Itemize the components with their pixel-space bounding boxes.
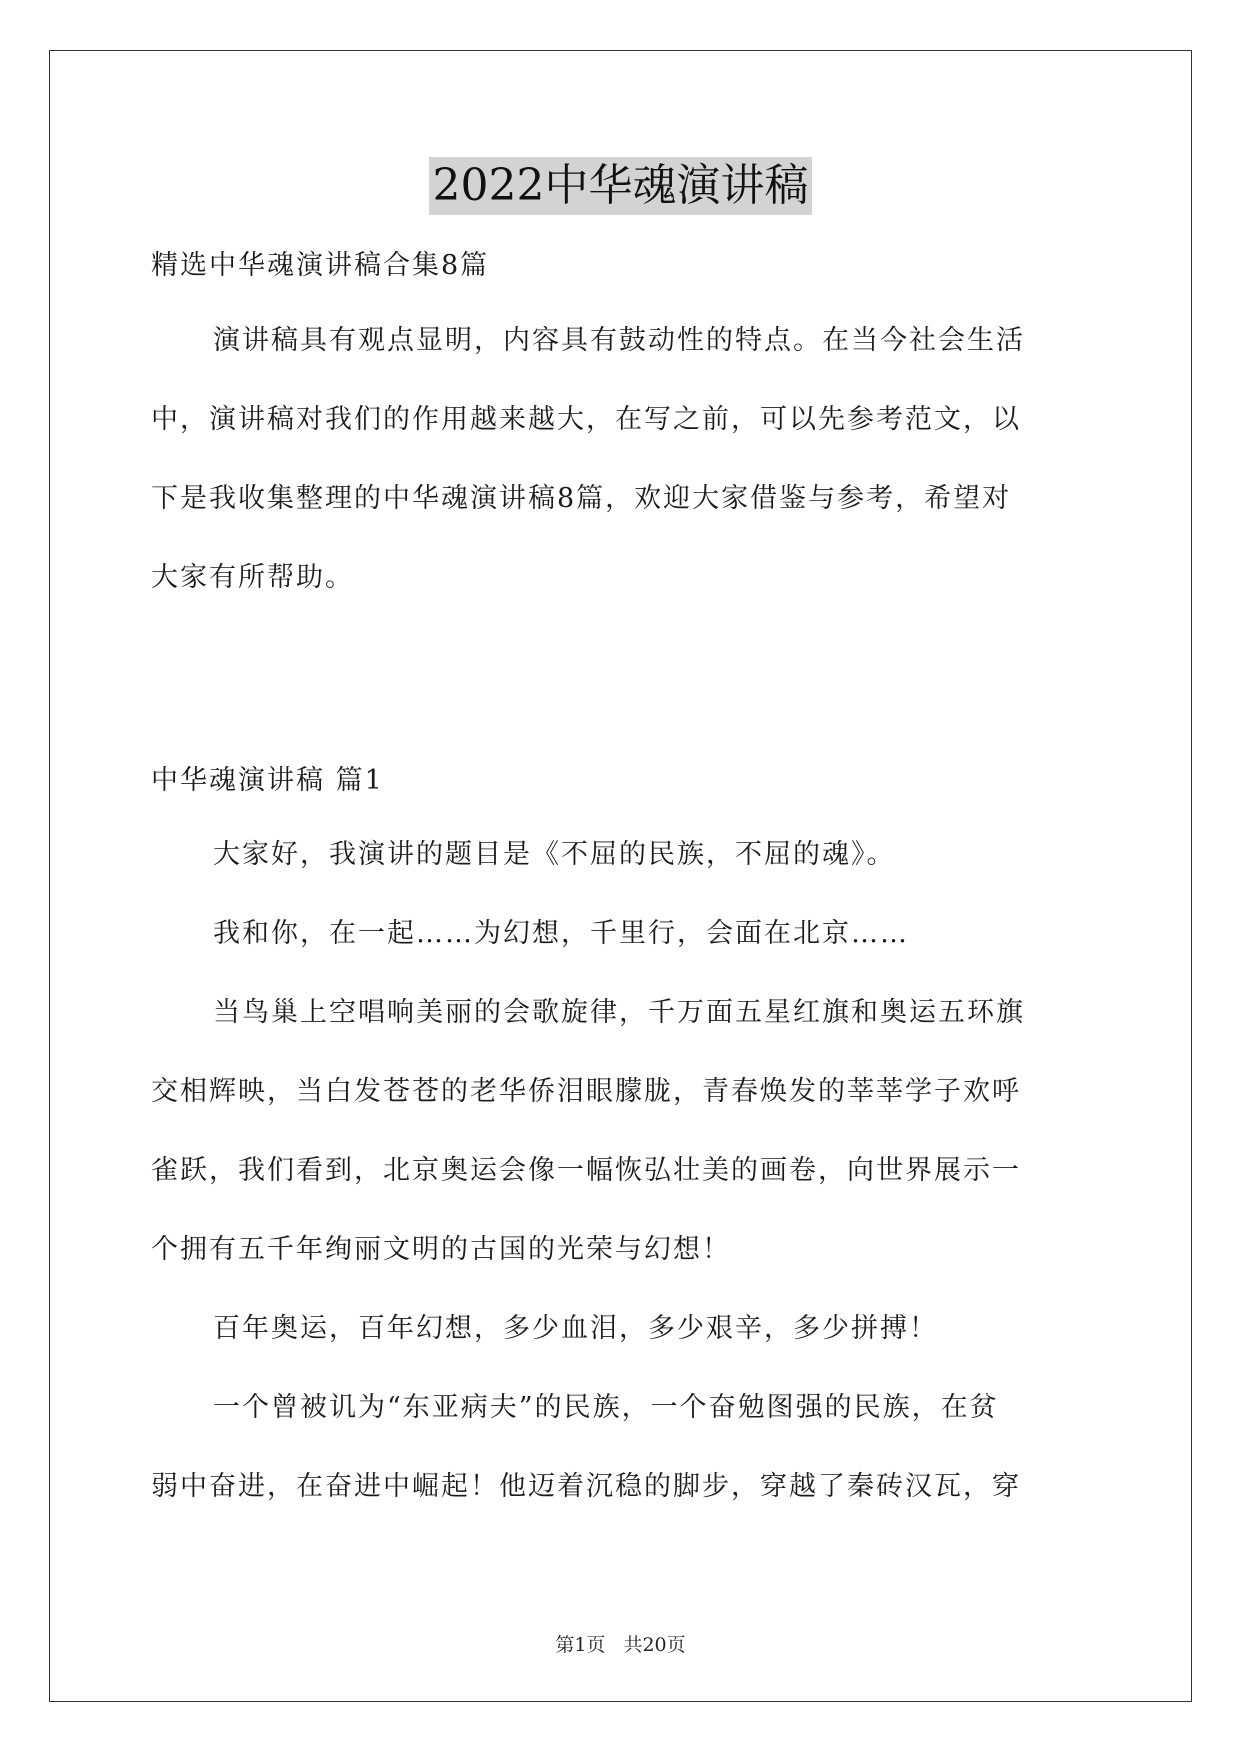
body-line: 当鸟巢上空唱响美丽的会歌旋律，千万面五星红旗和奥运五环旗	[213, 997, 1025, 1028]
page-border	[49, 50, 1192, 1702]
body-line: 个拥有五千年绚丽文明的古国的光荣与幻想！	[151, 1234, 731, 1265]
title-container	[0, 157, 1241, 215]
intro-line: 大家有所帮助。	[151, 562, 354, 593]
body-line: 交相辉映，当白发苍苍的老华侨泪眼朦胧，青春焕发的莘莘学子欢呼	[151, 1076, 1021, 1107]
intro-line: 演讲稿具有观点显明，内容具有鼓动性的特点。在当今社会生活	[213, 325, 1025, 356]
document-subtitle: 精选中华魂演讲稿合集8篇	[151, 250, 490, 281]
section-heading: 中华魂演讲稿 篇1	[151, 765, 384, 796]
page-footer	[0, 1630, 1241, 1657]
body-line: 弱中奋进，在奋进中崛起！他迈着沉稳的脚步，穿越了秦砖汉瓦，穿	[151, 1471, 1021, 1502]
body-line: 我和你，在一起……为幻想，千里行，会面在北京……	[213, 918, 909, 949]
body-line: 雀跃，我们看到，北京奥运会像一幅恢弘壮美的画卷，向世界展示一	[151, 1155, 1021, 1186]
body-line: 百年奥运，百年幻想，多少血泪，多少艰辛，多少拼搏！	[213, 1313, 938, 1344]
document-title: 2022中华魂演讲稿	[429, 157, 813, 215]
intro-line: 下是我收集整理的中华魂演讲稿8篇，欢迎大家借鉴与参考，希望对	[151, 483, 1012, 514]
total-pages-label: 共20页	[623, 1634, 686, 1656]
intro-line: 中，演讲稿对我们的作用越来越大，在写之前，可以先参考范文，以	[151, 404, 1021, 435]
body-line: 大家好，我演讲的题目是《不屈的民族，不屈的魂》。	[213, 839, 896, 870]
current-page-label: 第1页	[555, 1634, 606, 1656]
body-line: 一个曾被讥为“东亚病夫”的民族，一个奋勉图强的民族，在贫	[213, 1392, 999, 1423]
